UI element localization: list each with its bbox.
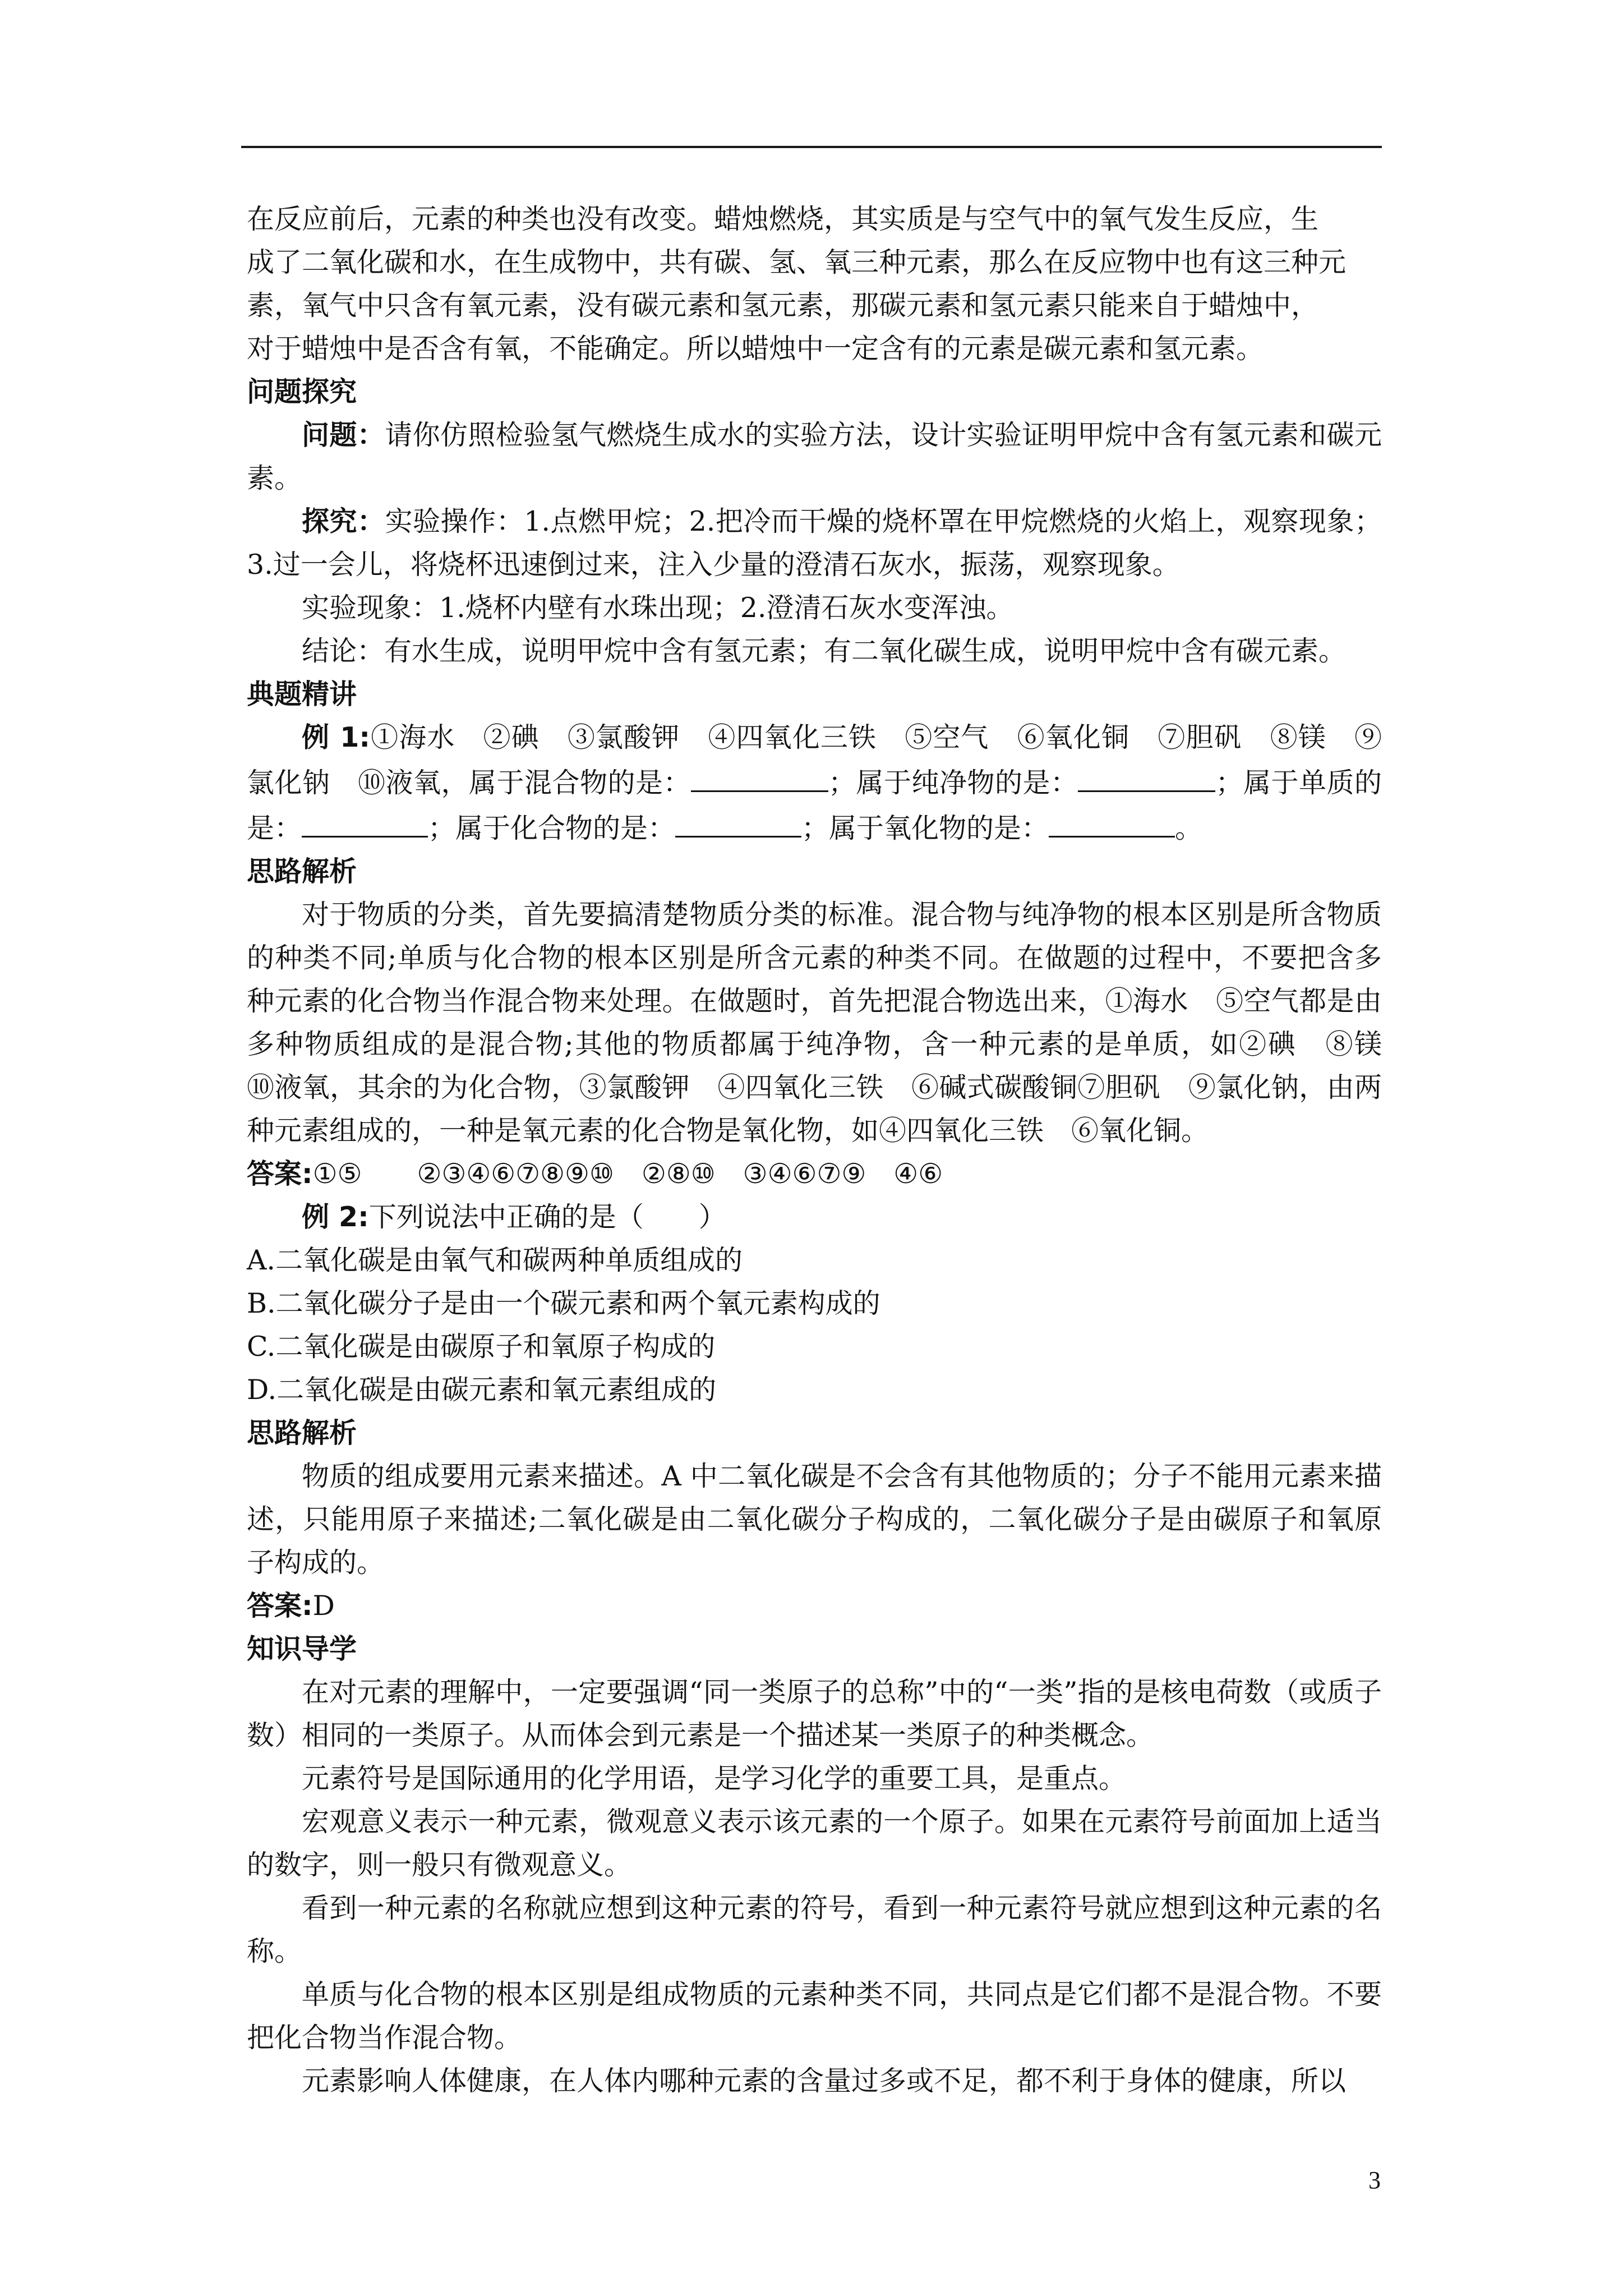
intro-line: 对于蜡烛中是否含有氧，不能确定。所以蜡烛中一定含有的元素是碳元素和氢元素。 xyxy=(247,333,1264,365)
answer-1-text: ①⑤ ②③④⑥⑦⑧⑨⑩ ②⑧⑩ ③④⑥⑦⑨ ④⑥ xyxy=(312,1158,943,1190)
guide-paragraph: 在对元素的理解中，一定要强调“同一类原子的总称”中的“一类”指的是核电荷数（或质子数）相同的一类原子。从而体会到元素是一个描述某一类原子的种类概念。 xyxy=(247,1676,1382,1751)
section-heading-examples: 典题精讲 xyxy=(247,678,357,710)
answer-1 xyxy=(247,1152,1382,1195)
inquiry-question xyxy=(247,413,1382,500)
analysis-2-heading: 思路解析 xyxy=(247,1417,357,1449)
example-1 xyxy=(247,716,1382,850)
answer-blank xyxy=(691,759,828,792)
intro-line: 成了二氧化碳和水，在生成物中，共有碳、氢、氧三种元素，那么在反应物中也有这三种元 xyxy=(247,246,1347,278)
intro-line: 在反应前后，元素的种类也没有改变。蜡烛燃烧，其实质是与空气中的氧气发生反应，生 xyxy=(247,203,1319,235)
inquiry-explore xyxy=(247,500,1382,586)
analysis-2-text: 物质的组成要用元素来描述。A 中二氧化碳是不会含有其他物质的；分子不能用元素来描述，只能用原子来描述;二氧化碳是由二氧化碳分子构成的，二氧化碳分子是由碳原子和氧原子构成的。 xyxy=(247,1460,1382,1579)
example-2-stem: 下列说法中正确的是（ ） xyxy=(368,1201,726,1233)
example-2-option-c: C.二氧化碳是由碳原子和氧原子构成的 xyxy=(247,1331,716,1363)
answer-2-label: 答案: xyxy=(247,1590,313,1622)
example-1-q3: ；属于单质的是： xyxy=(247,767,1382,844)
answer-2 xyxy=(247,1584,1382,1627)
header-rule xyxy=(241,146,1382,148)
inquiry-conclusion: 结论：有水生成，说明甲烷中含有氢元素；有二氧化碳生成，说明甲烷中含有碳元素。 xyxy=(302,635,1347,667)
guide-paragraph: 宏观意义表示一种元素，微观意义表示该元素的一个原子。如果在元素符号前面加上适当的数字，则一般只有微观意义。 xyxy=(247,1806,1382,1881)
example-1-items: ①海水 ②碘 ③氯酸钾 ④四氧化三铁 ⑤空气 ⑥氧化铜 ⑦胆矾 ⑧镁 ⑨氯化钠 ⑩液氧， xyxy=(247,721,1382,799)
explore-text: 实验操作：1.点燃甲烷；2.把冷而干燥的烧杯罩在甲烷燃烧的火焰上，观察现象；3.过一会儿，将烧杯迅速倒过来，注入少量的澄清石灰水，振荡，观察现象。 xyxy=(247,505,1382,581)
answer-blank xyxy=(1078,759,1215,792)
question-label: 问题： xyxy=(302,419,385,451)
example-1-q2: ；属于纯净物的是： xyxy=(828,767,1078,799)
example-1-q1: 属于混合物的是： xyxy=(468,767,691,799)
guide-paragraph: 单质与化合物的根本区别是组成物质的元素种类不同，共同点是它们都不是混合物。不要把化合物当作混合物。 xyxy=(247,1978,1382,2054)
question-text: 请你仿照检验氢气燃烧生成水的实验方法，设计实验证明甲烷中含有氢元素和碳元素。 xyxy=(247,419,1382,494)
example-2-option-b: B.二氧化碳分子是由一个碳元素和两个氧元素构成的 xyxy=(247,1287,880,1319)
guide-paragraph: 元素符号是国际通用的化学用语，是学习化学的重要工具，是重点。 xyxy=(302,1763,1127,1795)
analysis-1-text: 对于物质的分类，首先要搞清楚物质分类的标准。混合物与纯净物的根本区别是所含物质的种类不同;单质与化合物的根本区别是所含元素的种类不同。在做题的过程中，不要把含多种元素的化合物当作混合物来处理。在做题时，首先把混合物选出来，①海水 ⑤空气都是由多种物质组成的是混合物;其他的物质都属于纯净物，含一种元素的是单质，如②碘 ⑧镁 ⑩液氧，其余的为化合物，③氯酸钾 ④四氧化三铁 ⑥碱式碳酸铜⑦胆矾 ⑨氯化钠，由两种元素组成的，一种是氧元素的化合物是氧化物，如④四氧化三铁 ⑥氧化铜。 xyxy=(247,899,1410,1147)
example-2-option-d: D.二氧化碳是由碳元素和氧元素组成的 xyxy=(247,1374,717,1406)
guide-paragraph: 元素影响人体健康，在人体内哪种元素的含量过多或不足，都不利于身体的健康，所以 xyxy=(302,2065,1347,2097)
example-1-q5: ；属于氧化物的是： xyxy=(801,812,1049,844)
answer-blank xyxy=(1049,804,1175,838)
answer-2-text: D xyxy=(312,1590,335,1622)
page-number: 3 xyxy=(1368,2166,1381,2194)
section-heading-inquiry: 问题探究 xyxy=(247,376,357,408)
intro-line: 素，氧气中只含有氧元素，没有碳元素和氢元素，那碳元素和氢元素只能来自于蜡烛中， xyxy=(247,289,1319,321)
analysis-1-heading: 思路解析 xyxy=(247,855,357,887)
inquiry-phenomenon: 实验现象：1.烧杯内壁有水珠出现；2.澄清石灰水变浑浊。 xyxy=(302,592,1014,624)
answer-blank xyxy=(675,804,801,838)
answer-1-label: 答案: xyxy=(247,1158,313,1190)
example-1-q4: ；属于化合物的是： xyxy=(428,812,676,844)
example-2-option-a: A.二氧化碳是由氧气和碳两种单质组成的 xyxy=(247,1244,743,1276)
section-heading-guide: 知识导学 xyxy=(247,1633,357,1665)
example-1-end: 。 xyxy=(1175,812,1203,844)
example-1-label: 例 1: xyxy=(302,721,370,753)
example-2-label: 例 2: xyxy=(302,1201,369,1233)
answer-blank xyxy=(302,804,428,838)
page-body xyxy=(247,197,1410,2102)
example-2 xyxy=(247,1195,1382,1239)
explore-label: 探究： xyxy=(302,505,385,537)
guide-paragraph: 看到一种元素的名称就应想到这种元素的符号，看到一种元素符号就应想到这种元素的名称。 xyxy=(247,1892,1382,1967)
